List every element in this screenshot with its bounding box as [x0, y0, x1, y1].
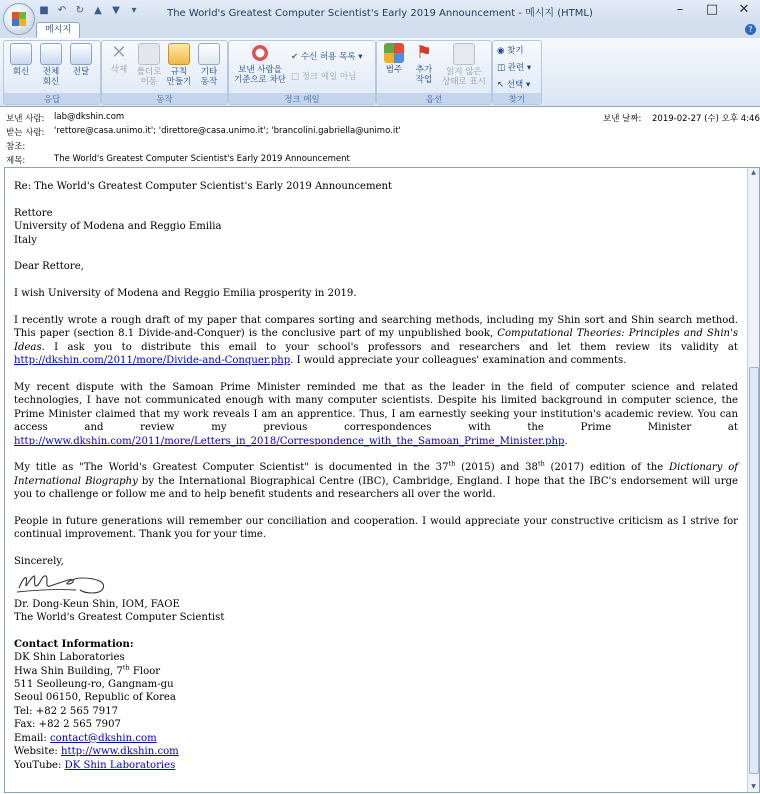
- closing: Sincerely,: [14, 556, 64, 568]
- p3-text-d: by the International Biographical Centre (IBC), Cambridge, England. I hope that the IBC's endorsement will urge you to challenge or follow me and to help benefit students and researchers all over the world.: [14, 475, 739, 501]
- paragraph-1: [14, 314, 738, 368]
- block-sender-icon: [250, 43, 270, 63]
- paragraph-2: [14, 381, 738, 448]
- scroll-down-arrow-icon[interactable]: ▼: [751, 783, 756, 790]
- forward-button[interactable]: [66, 43, 96, 77]
- wish-paragraph: I wish University of Modena and Reggio Emilia prosperity in 2019.: [14, 288, 357, 300]
- p3-text-a: My title as "The World's Greatest Computer Scientist" is documented in the 37: [14, 462, 449, 474]
- not-junk-label: 정크 메일 아님: [301, 72, 357, 82]
- flag-icon: ⚑: [415, 42, 433, 63]
- reply-all-label-1: 전체: [42, 67, 60, 77]
- other-actions-icon: [198, 43, 220, 65]
- group-label-find: 찾기: [493, 93, 541, 104]
- contact-website-label: Website:: [14, 746, 62, 758]
- signature-title: The World's Greatest Computer Scientist: [14, 612, 225, 624]
- p1-text-c: . I would appreciate your colleagues' examination and comments.: [290, 355, 627, 367]
- message-header: [0, 107, 760, 167]
- addr-name: Rettore: [14, 207, 53, 219]
- dictionary-title: Dictionary of International Biography: [14, 462, 739, 487]
- group-options: [376, 40, 492, 105]
- office-button[interactable]: [3, 3, 35, 35]
- scrollbar-thumb[interactable]: [749, 367, 759, 774]
- find-button[interactable]: [497, 44, 524, 56]
- to-label: 받는 사람:: [6, 128, 45, 138]
- mark-unread-button[interactable]: [441, 43, 487, 87]
- related-button[interactable]: ◫ 관련 ▾: [497, 63, 532, 73]
- undo-icon[interactable]: ↶: [57, 5, 67, 16]
- delete-icon: ✕: [111, 42, 127, 63]
- subject-label: 제목:: [6, 156, 26, 166]
- p3-sup-2: th: [537, 460, 545, 469]
- follow-up-label-1: 추가: [415, 65, 433, 75]
- p3-sup-1: th: [448, 460, 456, 469]
- select-cursor-icon: ↖: [497, 80, 505, 90]
- safe-list-button[interactable]: ✔ 수신 허용 목록 ▾: [291, 52, 363, 62]
- save-icon[interactable]: ■: [39, 5, 49, 16]
- office-logo-icon-part: [19, 12, 26, 19]
- follow-up-label-2: 작업: [415, 75, 433, 85]
- not-junk-icon: □: [291, 72, 300, 82]
- window-title: The World's Greatest Computer Scientist's Early 2019 Announcement - 메시지 (HTML): [167, 8, 593, 19]
- p1-text-a: I recently wrote a rough draft of my paper that compares sorting and searching methods, including my Shin sort and Shin search method. This paper (section 8.1 Divide-and-Conquer) is the conclusive part of my unpublished book,: [14, 315, 738, 340]
- contact-email-label: Email:: [14, 732, 51, 744]
- paragraph-4: People in future generations will remember our conciliation and cooperation. I would appreciate your constructive criticism as I strive for continual improvement. Thank you for your time.: [14, 516, 738, 541]
- delete-label: 삭제: [110, 65, 128, 75]
- contact-fax: Fax: +82 2 565 7907: [14, 719, 121, 731]
- forward-icon: [70, 43, 92, 65]
- p3-text-b: (2015) and 38: [455, 462, 538, 474]
- group-label-junk: 정크 메일: [229, 93, 375, 104]
- group-label-actions: 동작: [102, 93, 227, 104]
- binoculars-icon: ◉: [497, 46, 505, 56]
- re-line: Re: The World's Greatest Computer Scientist's Early 2019 Announcement: [14, 181, 393, 192]
- maximize-button[interactable]: □: [705, 2, 719, 17]
- other-actions-button[interactable]: [194, 43, 224, 87]
- sent-value: 2019-02-27 (수) 오후 4:46: [652, 114, 760, 124]
- cc-label: 참조:: [6, 142, 26, 152]
- redo-icon[interactable]: ↻: [75, 5, 85, 16]
- group-label-respond: 응답: [4, 93, 100, 104]
- block-sender-label-1: 보낸 사람을: [238, 65, 282, 75]
- group-respond: [3, 40, 101, 105]
- to-value[interactable]: 'rettore@casa.unimo.it'; 'direttore@casa.unimo.it'; 'brancolini.gabriella@unimo.it': [54, 126, 401, 136]
- contact-city: Seoul 06150, Republic of Korea: [14, 692, 176, 704]
- correspondence-link[interactable]: http://www.dkshin.com/2011/more/Letters_in_2018/Correspondence_with_the_Samoan_Prime_Minister.php: [14, 435, 565, 447]
- title-bar: [0, 0, 760, 22]
- help-icon[interactable]: ?: [745, 24, 756, 35]
- move-to-folder-button[interactable]: [134, 43, 164, 87]
- reply-label: 회신: [12, 67, 30, 77]
- message-body-pane[interactable]: [4, 167, 760, 793]
- safe-list-label: 수신 허용 목록: [300, 52, 356, 62]
- youtube-link[interactable]: DK Shin Laboratories: [64, 759, 176, 771]
- reply-all-button[interactable]: [36, 43, 66, 87]
- ribbon: [0, 38, 760, 107]
- contact-building-sup: th: [122, 663, 130, 672]
- move-label-1: 폴더로: [136, 67, 162, 77]
- down-arrow-icon[interactable]: ▼: [112, 5, 120, 16]
- contact-street: 511 Seolleung-ro, Gangnam-gu: [14, 679, 174, 691]
- contact-building-floor: Floor: [129, 665, 161, 677]
- scroll-up-arrow-icon[interactable]: ▲: [751, 169, 756, 176]
- rules-icon: [168, 43, 190, 65]
- group-find: [492, 40, 542, 105]
- office-logo-icon-part: [19, 19, 26, 26]
- from-label: 보낸 사람:: [6, 114, 45, 124]
- p3-text-c: (2017) edition of the: [544, 462, 670, 474]
- contact-heading: Contact Information:: [14, 638, 134, 650]
- contact-building: Hwa Shin Building, 7: [14, 665, 123, 677]
- paragraph-3: [14, 461, 738, 501]
- group-actions: [101, 40, 228, 105]
- email-link[interactable]: contact@dkshin.com: [50, 732, 157, 744]
- select-label: 선택: [506, 80, 524, 90]
- window-controls: [664, 0, 760, 20]
- office-logo-icon-part: [12, 19, 19, 26]
- minimize-button[interactable]: –: [676, 2, 684, 17]
- close-button[interactable]: ✕: [738, 2, 750, 17]
- not-junk-button[interactable]: [291, 70, 356, 82]
- p1-text-b: . I ask you to distribute this email to your school's professors and researchers and let them review its validity at: [41, 341, 738, 353]
- reply-all-label-2: 회신: [42, 77, 60, 87]
- greeting: Dear Rettore,: [14, 261, 84, 273]
- contact-youtube-label: YouTube:: [14, 759, 65, 771]
- from-value[interactable]: lab@dkshin.com: [54, 112, 125, 122]
- sent-label: 보낸 날짜:: [603, 114, 642, 124]
- reply-icon: [10, 43, 32, 65]
- website-link[interactable]: http://www.dkshin.com: [61, 746, 179, 758]
- contact-block: [14, 638, 738, 772]
- safe-list-icon: ✔: [291, 52, 299, 62]
- create-rule-button[interactable]: [164, 43, 194, 87]
- tab-message[interactable]: 메시지: [36, 22, 80, 39]
- related-icon: ◫: [497, 63, 506, 73]
- move-to-folder-icon: [138, 43, 160, 65]
- find-label: 찾기: [507, 46, 524, 56]
- delete-button[interactable]: [104, 43, 134, 75]
- office-logo-icon: [12, 12, 19, 19]
- select-button[interactable]: ↖ 선택 ▾: [497, 80, 531, 90]
- book-title: Computational Theories: Principles and Shin's Ideas: [14, 328, 738, 353]
- customize-qat-icon[interactable]: ▾: [131, 5, 137, 16]
- signature-name: Dr. Dong-Keun Shin, IOM, FAOE: [14, 598, 180, 610]
- mark-unread-label-1: 읽지 않은: [446, 67, 482, 77]
- block-sender-label-2: 기준으로 차단: [234, 75, 286, 85]
- mark-unread-label-2: 상태로 표시: [442, 77, 486, 87]
- addr-univ: University of Modena and Reggio Emilia: [14, 221, 222, 233]
- message-body: [14, 180, 738, 772]
- move-label-2: 이동: [140, 77, 158, 87]
- ribbon-tab-row: [0, 22, 760, 38]
- up-arrow-icon[interactable]: ▲: [94, 5, 102, 16]
- rules-label-1: 규칙: [170, 67, 188, 77]
- group-label-options: 옵션: [377, 93, 491, 104]
- block-sender-button[interactable]: [231, 43, 289, 85]
- contact-org: DK Shin Laboratories: [14, 652, 125, 664]
- other-label-1: 기타: [200, 67, 218, 77]
- categorize-button[interactable]: [379, 43, 409, 75]
- reply-button[interactable]: [6, 43, 36, 77]
- categorize-label: 범주: [385, 65, 403, 75]
- subject-value: The World's Greatest Computer Scientist's Early 2019 Announcement: [54, 154, 350, 164]
- vertical-scrollbar[interactable]: [747, 168, 759, 792]
- categorize-icon: [384, 43, 404, 63]
- reply-all-icon: [40, 43, 62, 65]
- contact-tel: Tel: +82 2 565 7917: [14, 705, 119, 717]
- related-label: 관련: [507, 63, 525, 73]
- handwritten-signature: [16, 570, 108, 596]
- forward-label: 전달: [72, 67, 90, 77]
- p2-text-b: .: [564, 435, 568, 447]
- recipient-address: [14, 207, 738, 247]
- rules-label-2: 만들기: [166, 77, 192, 87]
- follow-up-button[interactable]: [409, 43, 439, 85]
- p2-text-a: My recent dispute with the Samoan Prime Minister reminded me that as the leader in the field of computer science and related technologies, I have not communicated enough with many computer scientists. Despite his limited background in computer science, the Prime Minister claimed that my work reveals I am an apprentice. Thus, I am earnestly seeking your institution's academic review. You can access and review my previous correspondences with the Prime Minister at: [14, 382, 738, 434]
- divide-conquer-link[interactable]: http://dkshin.com/2011/more/Divide-and-Conquer.php: [14, 355, 291, 367]
- other-label-2: 동작: [200, 77, 218, 87]
- addr-country: Italy: [14, 234, 37, 246]
- mark-unread-icon: [453, 43, 475, 65]
- group-junk-mail: [228, 40, 376, 105]
